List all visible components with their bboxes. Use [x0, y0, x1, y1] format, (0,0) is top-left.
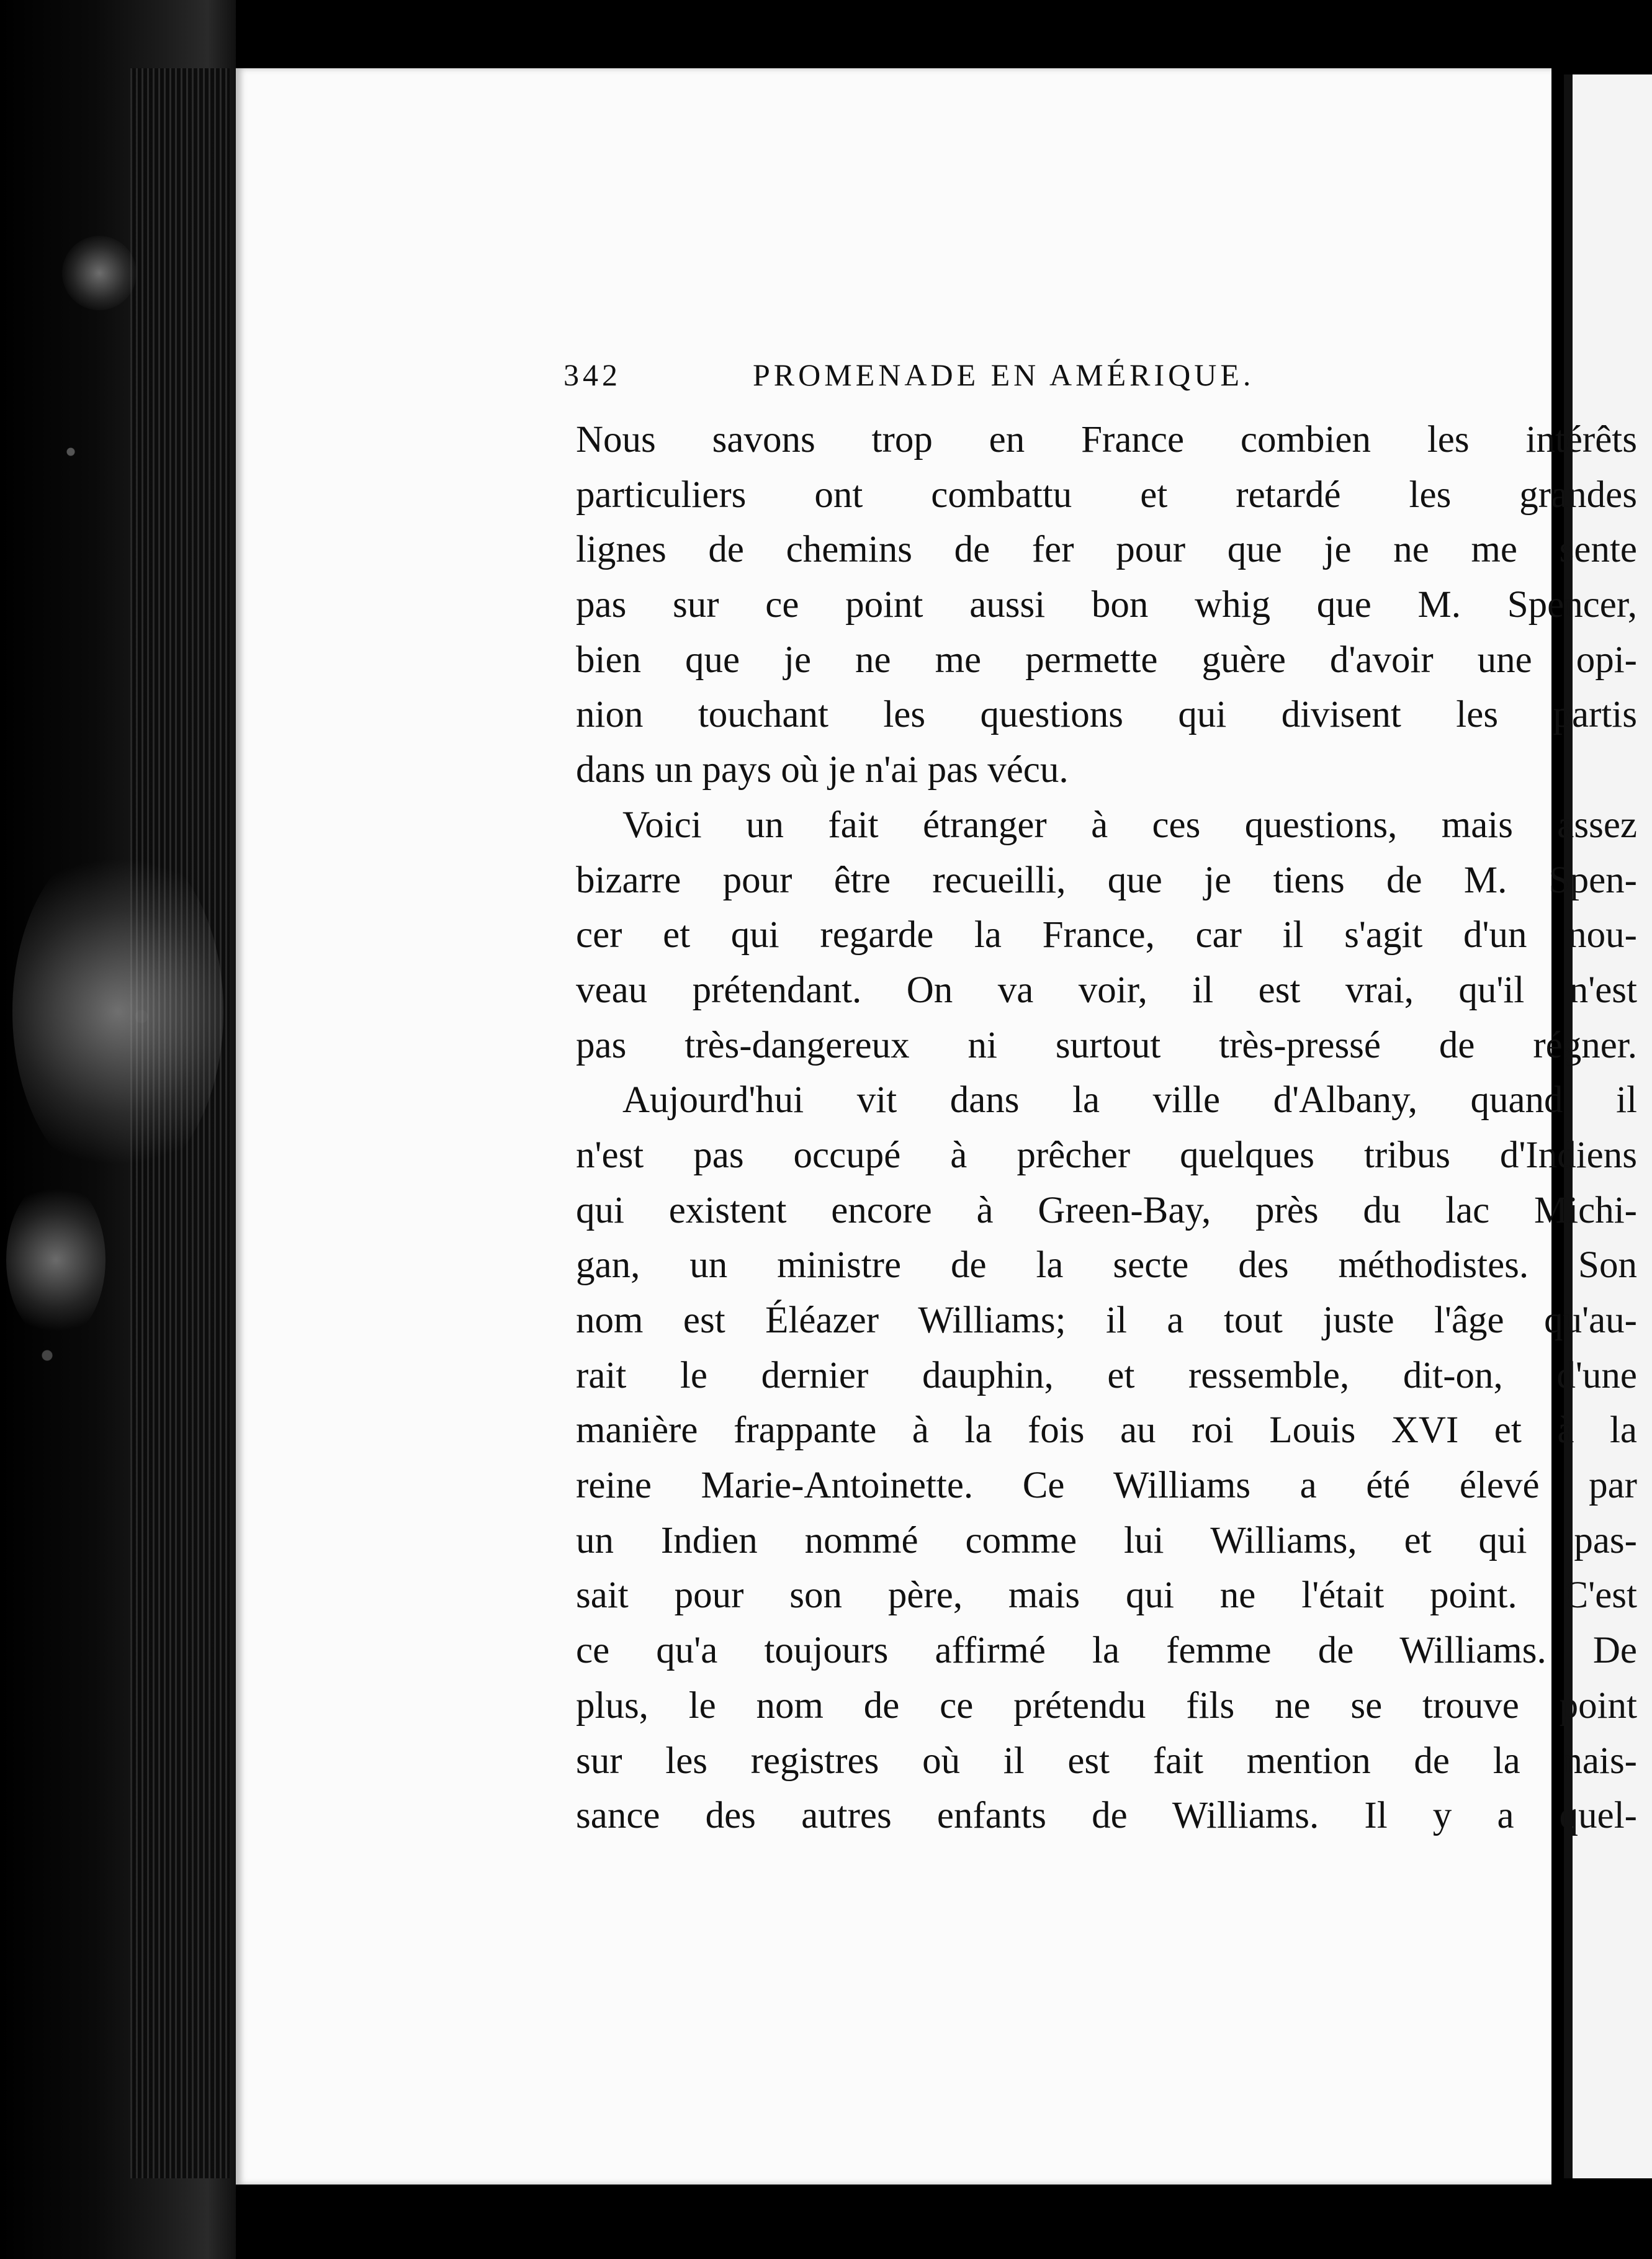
book-binding	[0, 0, 236, 2259]
text-line: un Indien nommé comme lui Williams, et qui pas-	[576, 1519, 1637, 1561]
running-title: PROMENADE EN AMÉRIQUE.	[753, 357, 1255, 392]
text-line: cer et qui regarde la France, car il s'agit d'un nou-	[576, 914, 1637, 956]
text-line: lignes de chemins de fer pour que je ne me sente	[576, 529, 1637, 571]
text-line: n'est pas occupé à prêcher quelques tribus d'Indiens	[576, 1134, 1637, 1176]
text-line: ce qu'a toujours affirmé la femme de Williams. De	[576, 1630, 1637, 1672]
text-line: nion touchant les questions qui divisent les partis	[576, 694, 1637, 736]
text-line: reine Marie-Antoinette. Ce Williams a été élevé par	[576, 1465, 1637, 1507]
text-line: pas sur ce point aussi bon whig que M. Spencer,	[576, 584, 1637, 626]
book-page	[236, 68, 1637, 2185]
text-line: gan, un ministre de la secte des méthodistes. Son	[576, 1244, 1637, 1287]
text-line: sance des autres enfants de Williams. Il y a quel-	[576, 1795, 1637, 1837]
text-line: bizarre pour être recueilli, que je tiens de M. Spen-	[576, 859, 1637, 901]
paper-stain	[6, 1179, 105, 1341]
text-line: qui existent encore à Green-Bay, près du lac Michi-	[576, 1189, 1637, 1231]
text-line: sur les registres où il est fait mention de la nais-	[576, 1740, 1637, 1782]
text-line: particuliers ont combattu et retardé les grandes	[576, 474, 1637, 516]
text-line: nom est Éléazer Williams; il a tout juste l'âge qu'au-	[576, 1300, 1637, 1341]
text-line: veau prétendant. On va voir, il est vrai, qu'il n'est	[576, 969, 1637, 1011]
text-line: pas très-dangereux ni surtout très-pressé de régner.	[576, 1024, 1637, 1066]
paper-stain	[12, 838, 223, 1185]
text-line: Aujourd'hui vit dans la ville d'Albany, quand il	[622, 1079, 1637, 1121]
page-text-block	[563, 357, 1637, 1844]
text-line: Voici un fait étranger à ces questions, mais assez	[622, 804, 1637, 846]
running-head	[563, 357, 1637, 413]
paper-stain	[62, 236, 137, 310]
text-line: Nous savons trop en France combien les intérêts	[576, 419, 1637, 460]
page-number: 342	[563, 357, 621, 392]
text-line: rait le dernier dauphin, et ressemble, dit-on, d'une	[576, 1354, 1637, 1396]
text-line: sait pour son père, mais qui ne l'était point. C'est	[576, 1574, 1637, 1617]
text-line: dans un pays où je n'ai pas vécu.	[576, 749, 1069, 791]
text-line: plus, le nom de ce prétendu fils ne se trouve point	[576, 1684, 1637, 1727]
text-line: bien que je ne me permette guère d'avoir une opi-	[576, 639, 1637, 681]
text-line: manière frappante à la fois au roi Louis XVI et à la	[576, 1409, 1637, 1452]
